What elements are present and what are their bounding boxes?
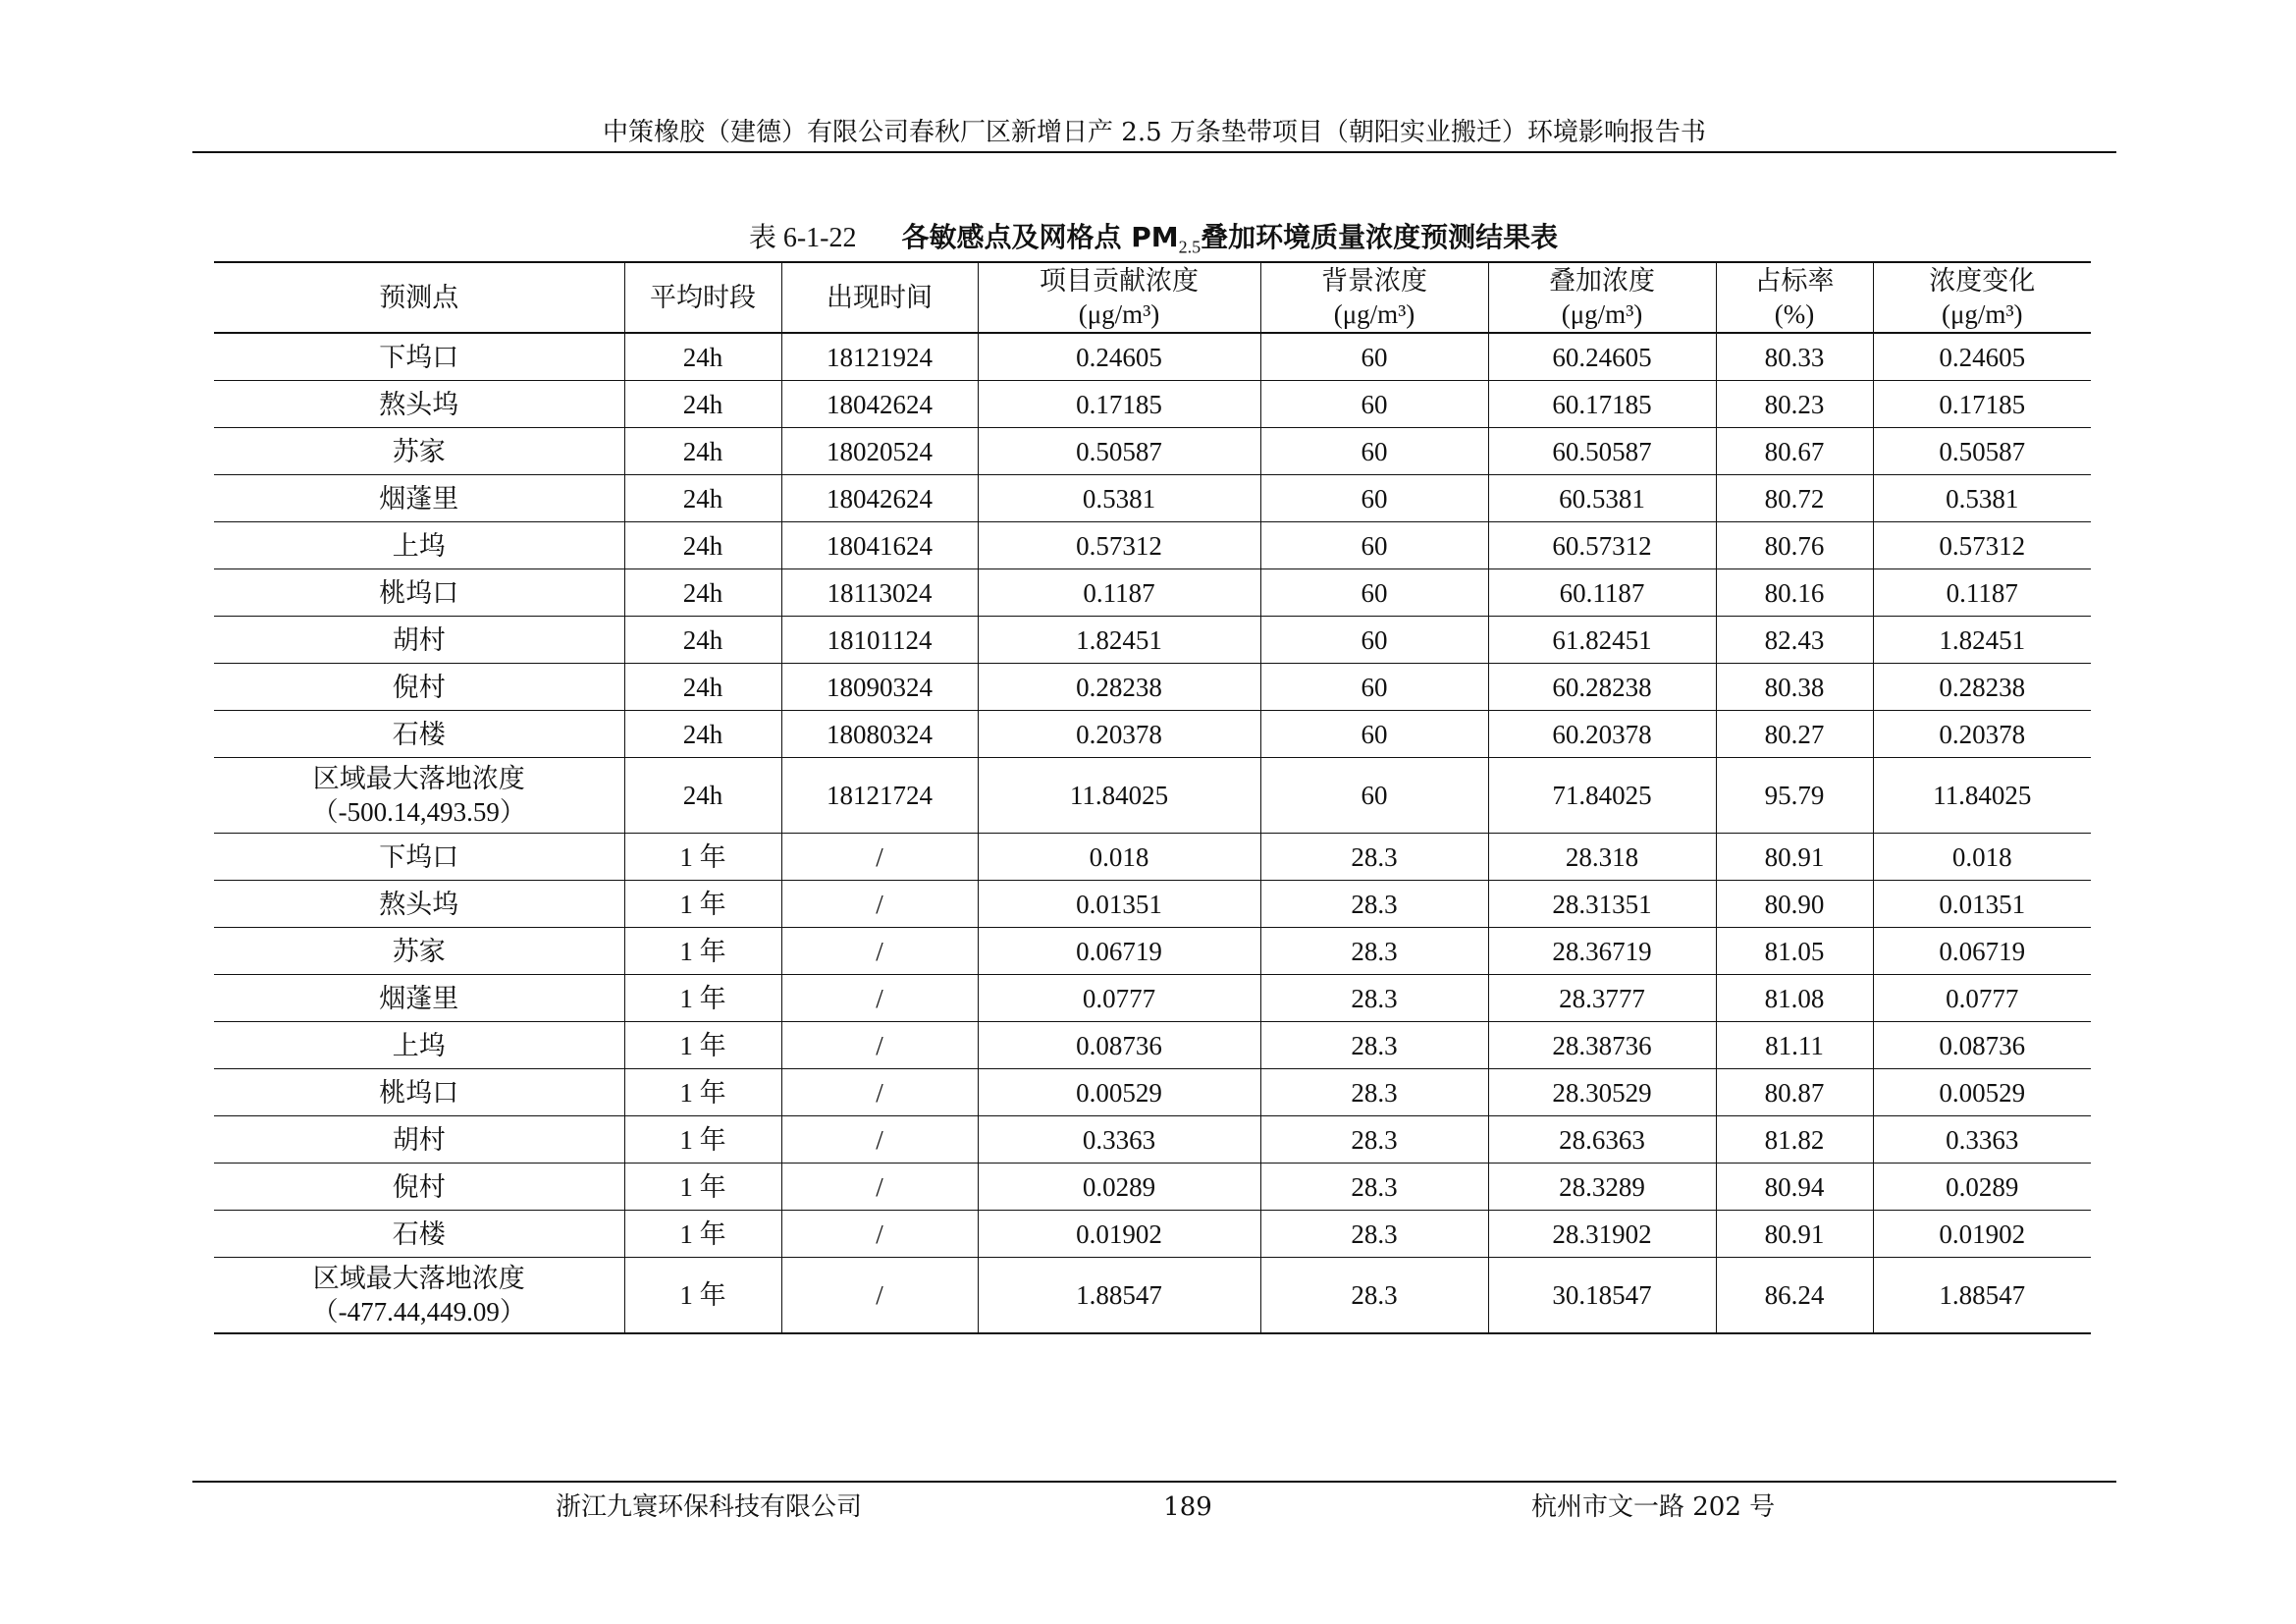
table-cell: 24h (624, 522, 781, 569)
table-cell: 区域最大落地浓度（-500.14,493.59） (214, 758, 624, 834)
table-cell: 0.018 (1873, 834, 2091, 881)
table-cell: 30.18547 (1488, 1258, 1716, 1334)
table-row (214, 1069, 2091, 1116)
footer-company: 浙江九寰环保科技有限公司 (556, 1492, 863, 1522)
table-cell: 1.88547 (1873, 1258, 2091, 1334)
table-cell: 0.1187 (1873, 569, 2091, 617)
table-cell: 1 年 (624, 834, 781, 881)
table-header-row (214, 262, 2091, 333)
table-cell: 80.23 (1716, 381, 1873, 428)
table-cell: 胡村 (214, 1116, 624, 1164)
table-body (214, 333, 2091, 1333)
table-cell: 熬头坞 (214, 881, 624, 928)
table-cell: 烟蓬里 (214, 475, 624, 522)
table-cell: 86.24 (1716, 1258, 1873, 1334)
table-cell: 80.91 (1716, 834, 1873, 881)
table-cell: 60 (1260, 428, 1488, 475)
table-cell: 0.08736 (1873, 1022, 2091, 1069)
table-row (214, 1022, 2091, 1069)
table-cell: 80.33 (1716, 333, 1873, 381)
header-divider (192, 151, 2116, 153)
table-cell: 60 (1260, 333, 1488, 381)
table-cell: 24h (624, 569, 781, 617)
table-cell: 18121924 (781, 333, 978, 381)
table-row (214, 617, 2091, 664)
table-cell: 28.3 (1260, 1022, 1488, 1069)
table-cell: 0.28238 (978, 664, 1260, 711)
table-cell: 0.0289 (1873, 1164, 2091, 1211)
table-cell: / (781, 928, 978, 975)
table-cell: 24h (624, 381, 781, 428)
table-title-suffix: 叠加环境质量浓度预测结果表 (1201, 221, 1559, 253)
table-cell: 28.3 (1260, 1258, 1488, 1334)
table-cell: 1.82451 (978, 617, 1260, 664)
table-row (214, 881, 2091, 928)
table-cell: 1 年 (624, 1116, 781, 1164)
table-row (214, 569, 2091, 617)
table-cell: 24h (624, 333, 781, 381)
table-cell: / (781, 1164, 978, 1211)
table-number: 表 6-1-22 (748, 223, 857, 253)
table-cell: / (781, 1258, 978, 1334)
table-cell: / (781, 1116, 978, 1164)
table-cell: 0.5381 (978, 475, 1260, 522)
table-cell: 81.08 (1716, 975, 1873, 1022)
table-cell: 60 (1260, 522, 1488, 569)
table-cell: 0.50587 (1873, 428, 2091, 475)
table-cell: 0.3363 (1873, 1116, 2091, 1164)
table-cell: 28.36719 (1488, 928, 1716, 975)
table-cell: 1 年 (624, 881, 781, 928)
column-header: 浓度变化 (μg/m³) (1873, 262, 2091, 333)
footer-address: 杭州市文一路 202 号 (1531, 1492, 1776, 1522)
table-cell: 1.88547 (978, 1258, 1260, 1334)
table-cell: 上坞 (214, 1022, 624, 1069)
table-cell: 0.57312 (978, 522, 1260, 569)
table-cell: 80.16 (1716, 569, 1873, 617)
table-cell: 18121724 (781, 758, 978, 834)
table-cell: 80.38 (1716, 664, 1873, 711)
table-cell: 0.57312 (1873, 522, 2091, 569)
column-header: 背景浓度 (μg/m³) (1260, 262, 1488, 333)
table-cell: 石楼 (214, 711, 624, 758)
table-cell: 24h (624, 758, 781, 834)
table-cell: 0.0777 (978, 975, 1260, 1022)
table-cell: 倪村 (214, 1164, 624, 1211)
table-cell: 1 年 (624, 1164, 781, 1211)
table-cell: 28.3 (1260, 834, 1488, 881)
table-cell: 0.018 (978, 834, 1260, 881)
table-cell: 0.1187 (978, 569, 1260, 617)
table-cell: 81.11 (1716, 1022, 1873, 1069)
table-cell: 60.57312 (1488, 522, 1716, 569)
table-cell: 80.76 (1716, 522, 1873, 569)
table-cell: 1 年 (624, 1022, 781, 1069)
table-cell: 0.00529 (978, 1069, 1260, 1116)
table-cell: / (781, 1069, 978, 1116)
table-cell: 28.31902 (1488, 1211, 1716, 1258)
table-cell: 上坞 (214, 522, 624, 569)
table-cell: 0.01351 (1873, 881, 2091, 928)
table-cell: 烟蓬里 (214, 975, 624, 1022)
table-cell: 1.82451 (1873, 617, 2091, 664)
table-cell: 0.01902 (978, 1211, 1260, 1258)
table-cell: 28.3289 (1488, 1164, 1716, 1211)
table-cell: 11.84025 (978, 758, 1260, 834)
column-header: 出现时间 (781, 262, 978, 333)
table-row (214, 475, 2091, 522)
table-cell: 60 (1260, 664, 1488, 711)
page-header: 中策橡胶（建德）有限公司春秋厂区新增日产 2.5 万条垫带项目（朝阳实业搬迁）环境影响报告书 (603, 118, 1706, 147)
table-cell: 28.3 (1260, 975, 1488, 1022)
table-cell: 18101124 (781, 617, 978, 664)
table-cell: 60 (1260, 475, 1488, 522)
table-cell: / (781, 834, 978, 881)
column-header: 占标率 (%) (1716, 262, 1873, 333)
table-cell: 80.87 (1716, 1069, 1873, 1116)
table-cell: 60 (1260, 711, 1488, 758)
table-row (214, 711, 2091, 758)
table-cell: 61.82451 (1488, 617, 1716, 664)
table-cell: 60.1187 (1488, 569, 1716, 617)
table-cell: 60 (1260, 617, 1488, 664)
table-cell: 苏家 (214, 928, 624, 975)
page-number: 189 (1163, 1492, 1212, 1522)
table-row (214, 1164, 2091, 1211)
table-cell: 0.06719 (978, 928, 1260, 975)
table-cell: 0.01902 (1873, 1211, 2091, 1258)
footer-divider (192, 1481, 2116, 1483)
table-cell: 下坞口 (214, 333, 624, 381)
table-cell: 80.90 (1716, 881, 1873, 928)
table-cell: 71.84025 (1488, 758, 1716, 834)
table-row (214, 333, 2091, 381)
table-cell: 28.3777 (1488, 975, 1716, 1022)
table-cell: 胡村 (214, 617, 624, 664)
table-cell: 81.05 (1716, 928, 1873, 975)
table-cell: / (781, 1211, 978, 1258)
table-cell: 0.5381 (1873, 475, 2091, 522)
table-cell: 0.00529 (1873, 1069, 2091, 1116)
table-cell: 18042624 (781, 475, 978, 522)
table-cell: 60 (1260, 758, 1488, 834)
table-caption (216, 218, 2091, 267)
table-cell: 24h (624, 617, 781, 664)
table-title-subscript: 2.5 (1178, 237, 1201, 257)
table-cell: 60.17185 (1488, 381, 1716, 428)
column-header: 预测点 (214, 262, 624, 333)
table-cell: 苏家 (214, 428, 624, 475)
table-cell: 24h (624, 428, 781, 475)
table-cell: 24h (624, 711, 781, 758)
table-cell: 0.01351 (978, 881, 1260, 928)
table-cell: 60.5381 (1488, 475, 1716, 522)
table-cell: 28.3 (1260, 1116, 1488, 1164)
table-cell: 1 年 (624, 1211, 781, 1258)
table-cell: 0.28238 (1873, 664, 2091, 711)
table-cell: 80.72 (1716, 475, 1873, 522)
table-row (214, 522, 2091, 569)
table-cell: 0.20378 (1873, 711, 2091, 758)
table-cell: 28.318 (1488, 834, 1716, 881)
table-row (214, 428, 2091, 475)
table-cell: 0.0777 (1873, 975, 2091, 1022)
table-cell: 熬头坞 (214, 381, 624, 428)
table-cell: 0.24605 (1873, 333, 2091, 381)
table-cell: 24h (624, 475, 781, 522)
table-cell: 18041624 (781, 522, 978, 569)
table-cell: 0.08736 (978, 1022, 1260, 1069)
table-cell: 0.3363 (978, 1116, 1260, 1164)
table-cell: 80.27 (1716, 711, 1873, 758)
table-cell: 0.17185 (978, 381, 1260, 428)
table-cell: 1 年 (624, 1069, 781, 1116)
table-row (214, 664, 2091, 711)
table-cell: 28.3 (1260, 928, 1488, 975)
table-row (214, 928, 2091, 975)
table-cell: 0.24605 (978, 333, 1260, 381)
table-row (214, 1258, 2091, 1334)
table-cell: 石楼 (214, 1211, 624, 1258)
table-title-prefix: 各敏感点及网格点 PM (901, 221, 1179, 253)
table-cell: 0.0289 (978, 1164, 1260, 1211)
table-cell: 0.17185 (1873, 381, 2091, 428)
table-cell: 81.82 (1716, 1116, 1873, 1164)
table-cell: 28.6363 (1488, 1116, 1716, 1164)
table-row (214, 381, 2091, 428)
table-cell: 28.38736 (1488, 1022, 1716, 1069)
table-cell: 1 年 (624, 975, 781, 1022)
column-header: 叠加浓度 (μg/m³) (1488, 262, 1716, 333)
column-header: 项目贡献浓度 (μg/m³) (978, 262, 1260, 333)
table-cell: 1 年 (624, 928, 781, 975)
table-cell: 桃坞口 (214, 1069, 624, 1116)
table-cell: 18042624 (781, 381, 978, 428)
table-cell: 下坞口 (214, 834, 624, 881)
table-cell: 18113024 (781, 569, 978, 617)
table-row (214, 1211, 2091, 1258)
table-row (214, 1116, 2091, 1164)
table-cell: 80.67 (1716, 428, 1873, 475)
table-row (214, 975, 2091, 1022)
table-cell: 80.91 (1716, 1211, 1873, 1258)
table-cell: 28.30529 (1488, 1069, 1716, 1116)
table-cell: 0.06719 (1873, 928, 2091, 975)
column-header: 平均时段 (624, 262, 781, 333)
table-cell: 28.3 (1260, 1211, 1488, 1258)
table-cell: 24h (624, 664, 781, 711)
table-cell: / (781, 975, 978, 1022)
table-cell: 60 (1260, 381, 1488, 428)
table-cell: 1 年 (624, 1258, 781, 1334)
table-cell: 0.50587 (978, 428, 1260, 475)
table-cell: 60.50587 (1488, 428, 1716, 475)
table-cell: 区域最大落地浓度（-477.44,449.09） (214, 1258, 624, 1334)
table-cell: / (781, 881, 978, 928)
table-row (214, 834, 2091, 881)
table-cell: 60 (1260, 569, 1488, 617)
table-cell: / (781, 1022, 978, 1069)
table-cell: 60.20378 (1488, 711, 1716, 758)
table-cell: 28.3 (1260, 1164, 1488, 1211)
prediction-results-table (214, 261, 2091, 1334)
table-cell: 11.84025 (1873, 758, 2091, 834)
table-cell: 18080324 (781, 711, 978, 758)
table-cell: 80.94 (1716, 1164, 1873, 1211)
table-cell: 0.20378 (978, 711, 1260, 758)
table-row (214, 758, 2091, 834)
table-cell: 95.79 (1716, 758, 1873, 834)
table-cell: 28.3 (1260, 881, 1488, 928)
table-cell: 倪村 (214, 664, 624, 711)
table-cell: 桃坞口 (214, 569, 624, 617)
table-cell: 82.43 (1716, 617, 1873, 664)
table-cell: 60.24605 (1488, 333, 1716, 381)
table-cell: 18020524 (781, 428, 978, 475)
table-cell: 18090324 (781, 664, 978, 711)
table-cell: 28.3 (1260, 1069, 1488, 1116)
table-cell: 60.28238 (1488, 664, 1716, 711)
table-cell: 28.31351 (1488, 881, 1716, 928)
